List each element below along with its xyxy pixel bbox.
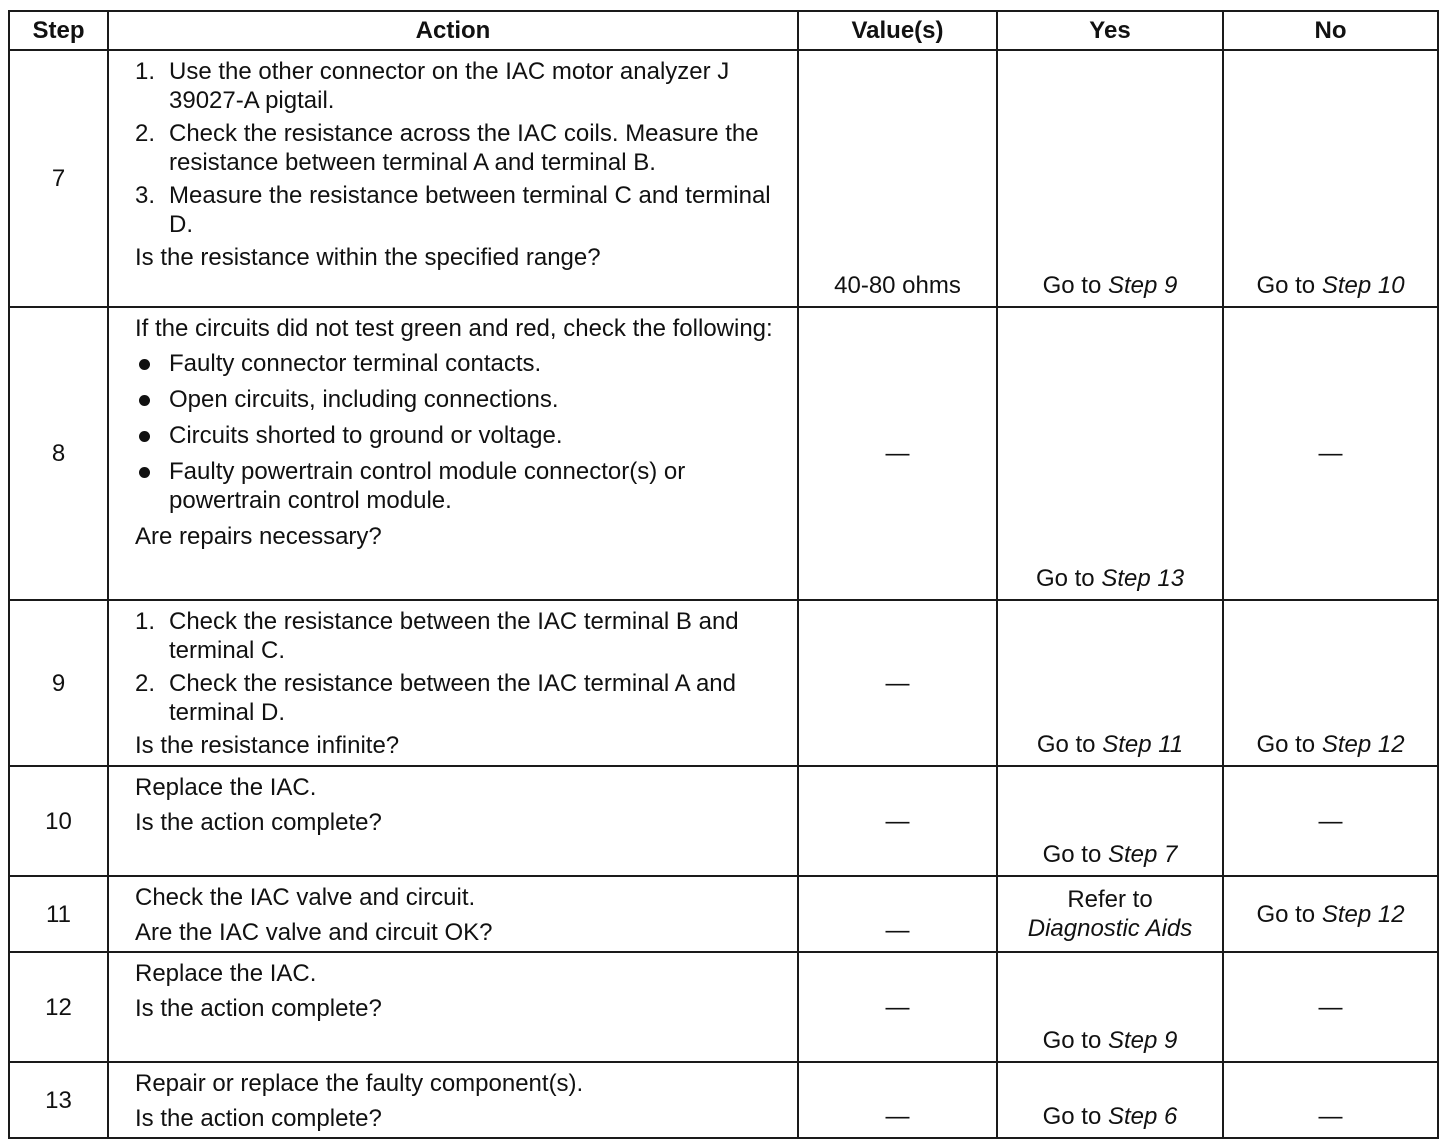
step-number: 11 <box>9 876 108 952</box>
question: Is the resistance within the specified range? <box>135 244 601 271</box>
bullet-icon <box>139 359 150 370</box>
no-cell: — <box>1223 1062 1438 1138</box>
no-cell: Go to Step 12 <box>1223 600 1438 766</box>
question: Is the action complete? <box>135 1105 382 1132</box>
action-cell <box>108 876 798 952</box>
step-number: 10 <box>9 766 108 876</box>
action-cell <box>108 1062 798 1138</box>
header-action: Action <box>108 11 798 50</box>
yes-cell <box>997 876 1223 952</box>
step-link[interactable]: Step 10 <box>1321 272 1405 299</box>
diagnostic-table <box>8 10 1439 1139</box>
numbered-list <box>135 607 785 727</box>
yes-cell: Go to Step 13 <box>997 307 1223 600</box>
list-item: 2. Check the resistance between the IAC terminal A and terminal D. <box>135 670 736 726</box>
step-link[interactable]: Step 9 <box>1107 272 1178 299</box>
value-cell: — <box>798 876 997 952</box>
action-cell <box>108 307 798 600</box>
action-cell <box>108 952 798 1062</box>
no-cell: — <box>1223 766 1438 876</box>
no-cell: — <box>1223 307 1438 600</box>
list-item: Circuits shorted to ground or voltage. <box>135 421 785 450</box>
table-row <box>9 876 1438 952</box>
yes-text: Refer to <box>1067 886 1153 913</box>
value-cell: 40-80 ohms <box>798 50 997 307</box>
action-cell <box>108 600 798 766</box>
list-item: 2. Check the resistance across the IAC coils. Measure the resistance between terminal A and terminal B. <box>135 120 759 176</box>
question: Is the action complete? <box>135 995 382 1022</box>
step-link[interactable]: Step 13 <box>1101 565 1185 592</box>
step-link[interactable]: Step 12 <box>1321 900 1405 928</box>
action-cell <box>108 50 798 307</box>
list-item: 1. Use the other connector on the IAC motor analyzer J 39027-A pigtail. <box>135 58 730 114</box>
question: Are the IAC valve and circuit OK? <box>135 919 493 946</box>
value-cell: — <box>798 307 997 600</box>
value-cell: — <box>798 766 997 876</box>
list-item: 3. Measure the resistance between terminal C and terminal D. <box>135 182 771 238</box>
reference-link[interactable]: Diagnostic Aids <box>1027 915 1193 942</box>
table-row <box>9 50 1438 307</box>
yes-cell: Go to Step 6 <box>997 1062 1223 1138</box>
table-row <box>9 307 1438 600</box>
action-text: Repair or replace the faulty component(s). <box>135 1070 584 1097</box>
list-item: Open circuits, including connections. <box>135 385 785 414</box>
header-row <box>9 11 1438 50</box>
value-cell: — <box>798 600 997 766</box>
step-link[interactable]: Step 11 <box>1102 731 1184 758</box>
step-link[interactable]: Step 6 <box>1107 1103 1178 1130</box>
bullet-icon <box>139 431 150 442</box>
step-number: 7 <box>9 50 108 307</box>
list-item: Faulty connector terminal contacts. <box>135 349 785 378</box>
header-yes: Yes <box>997 11 1223 50</box>
value-cell: — <box>798 952 997 1062</box>
action-text: Replace the IAC. <box>135 960 317 987</box>
no-cell: — <box>1223 952 1438 1062</box>
step-link[interactable]: Step 12 <box>1321 731 1405 758</box>
no-cell: Go to Step 12 <box>1223 876 1438 952</box>
action-text: Replace the IAC. <box>135 774 317 801</box>
numbered-list <box>135 57 785 239</box>
yes-cell: Go to Step 9 <box>997 50 1223 307</box>
question: Are repairs necessary? <box>135 523 382 550</box>
yes-cell: Go to Step 11 <box>997 600 1223 766</box>
question: Is the action complete? <box>135 809 382 836</box>
step-number: 13 <box>9 1062 108 1138</box>
header-no: No <box>1223 11 1438 50</box>
table-row <box>9 766 1438 876</box>
list-item: Faulty powertrain control module connector(s) or powertrain control module. <box>135 457 785 515</box>
step-link[interactable]: Step 9 <box>1107 1027 1178 1054</box>
list-item: 1. Check the resistance between the IAC terminal B and terminal C. <box>135 608 739 664</box>
value-cell: — <box>798 1062 997 1138</box>
intro-text: If the circuits did not test green and red, check the following: <box>135 315 773 342</box>
header-step: Step <box>9 11 108 50</box>
step-number: 9 <box>9 600 108 766</box>
bullet-icon <box>139 467 150 478</box>
table-row <box>9 600 1438 766</box>
no-cell: Go to Step 10 <box>1223 50 1438 307</box>
action-cell <box>108 766 798 876</box>
step-link[interactable]: Step 7 <box>1107 841 1178 868</box>
step-number: 12 <box>9 952 108 1062</box>
question: Is the resistance infinite? <box>135 732 400 759</box>
action-text: Check the IAC valve and circuit. <box>135 884 476 911</box>
step-number: 8 <box>9 307 108 600</box>
yes-cell: Go to Step 9 <box>997 952 1223 1062</box>
bullet-icon <box>139 395 150 406</box>
bullet-list <box>135 349 785 515</box>
table-row <box>9 1062 1438 1138</box>
yes-cell: Go to Step 7 <box>997 766 1223 876</box>
header-values: Value(s) <box>798 11 997 50</box>
table-row <box>9 952 1438 1062</box>
